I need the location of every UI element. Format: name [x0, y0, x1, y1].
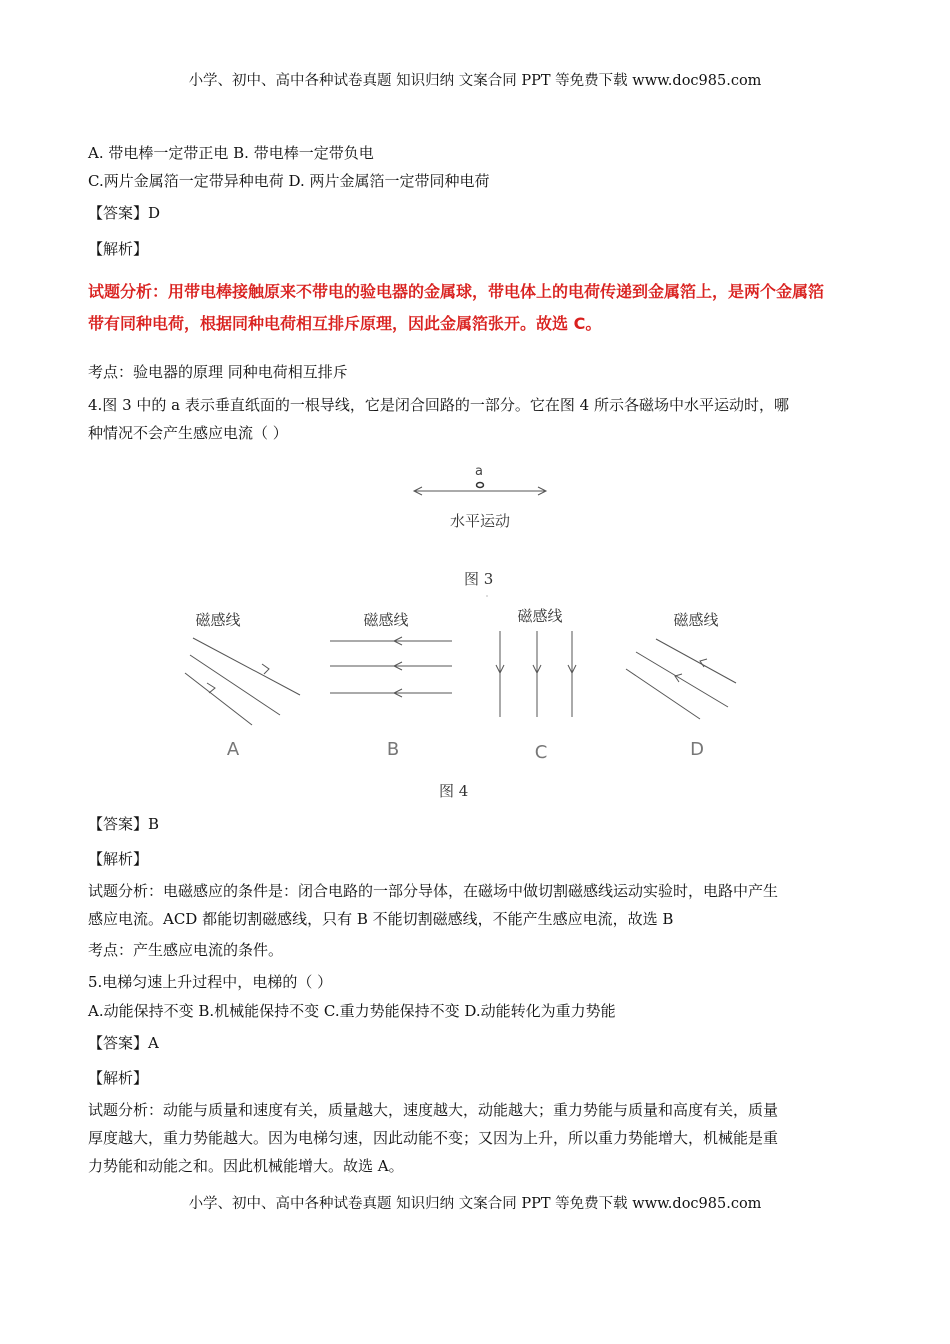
fig4-a-arrow — [262, 664, 269, 674]
q3-analysis-label: 【解析】 — [88, 240, 149, 258]
fig4-caption: 图 4 — [439, 782, 469, 800]
fig3-wire-label: a — [475, 464, 483, 479]
q4-analysis-label: 【解析】 — [88, 850, 149, 868]
q4-stem-line-1: 4.图 3 中的 a 表示垂直纸面的一根导线，它是闭合回路的一部分。它在图 4 所示各磁场中水平运动时，哪 — [88, 396, 789, 414]
fig3-caption: 图 3 — [464, 570, 494, 588]
fig4-panel-b-label: B — [386, 739, 400, 760]
fig4-panel-d-label: D — [690, 739, 704, 760]
q3-answer: 【答案】D — [88, 204, 161, 222]
page-header: 小学、初中、高中各种试卷真题 知识归纳 文案合同 PPT 等免费下载 www.doc985.com — [188, 73, 762, 89]
fig4-d-field-line — [626, 669, 700, 719]
fig4-panel-a-label: A — [226, 739, 240, 760]
q5-stem: 5.电梯匀速上升过程中，电梯的（ ） — [88, 973, 333, 991]
fig4-d-arrow — [700, 659, 707, 667]
fig4-panel-d — [626, 611, 736, 760]
q3-options-cd: C.两片金属箔一定带异种电荷 D. 两片金属箔一定带同种电荷 — [88, 172, 490, 190]
q5-analysis-line-3: 力势能和动能之和。因此机械能增大。故选 A。 — [88, 1157, 404, 1175]
q3-knowledge-point: 考点：验电器的原理 同种电荷相互排斥 — [88, 363, 348, 381]
fig4-a-field-line — [193, 638, 300, 695]
q5-answer: 【答案】A — [88, 1034, 159, 1052]
fig4-a-field-line — [190, 655, 280, 715]
q4-analysis-line-2: 感应电流。ACD 都能切割磁感线，只有 B 不能切割磁感线，不能产生感应电流，故选 B — [88, 910, 674, 928]
q5-analysis-line-2: 厚度越大，重力势能越大。因为电梯匀速，因此动能不变；又因为上升，所以重力势能增大，机械能是重 — [88, 1129, 779, 1147]
fig4-a-field-line — [185, 673, 252, 725]
q4-stem-line-2: 种情况不会产生感应电流（ ） — [88, 424, 288, 442]
q3-options-ab: A. 带电棒一定带正电 B. 带电棒一定带负电 — [88, 144, 374, 162]
fig4-panel-b — [330, 611, 452, 760]
q4-answer: 【答案】B — [88, 815, 160, 833]
q3-analysis-line-1: 试题分析：用带电棒接触原来不带电的验电器的金属球，带电体上的电荷传递到金属箔上，是两个金属箔 — [88, 282, 825, 301]
fig4-panel-c — [496, 607, 576, 763]
fig4-d-arrow — [675, 674, 682, 682]
fig4-panel-b-title: 磁感线 — [363, 611, 409, 629]
fig3-wire-dot — [477, 483, 484, 488]
q4-analysis-line-1: 试题分析：电磁感应的条件是：闭合电路的一部分导体，在磁场中做切割磁感线运动实验时，电路中产生 — [88, 882, 779, 900]
fig4-panel-c-title: 磁感线 — [517, 607, 563, 625]
fig4-panel-a-title: 磁感线 — [195, 611, 241, 629]
figure-4 — [170, 595, 750, 775]
q5-analysis-line-1: 试题分析：动能与质量和速度有关，质量越大，速度越大，动能越大；重力势能与质量和高度有关，质量 — [88, 1101, 779, 1119]
figure-3 — [400, 460, 560, 535]
fig3-motion-label: 水平运动 — [449, 512, 511, 530]
fig4-panel-a — [185, 611, 300, 760]
q5-options: A.动能保持不变 B.机械能保持不变 C.重力势能保持不变 D.动能转化为重力势能 — [88, 1002, 616, 1020]
q3-analysis-line-2: 带有同种电荷，根据同种电荷相互排斥原理，因此金属箔张开。故选 C。 — [88, 314, 602, 333]
q5-analysis-label: 【解析】 — [88, 1069, 149, 1087]
fig4-d-field-line — [656, 639, 736, 683]
fig4-panel-d-title: 磁感线 — [673, 611, 719, 629]
page-footer: 小学、初中、高中各种试卷真题 知识归纳 文案合同 PPT 等免费下载 www.doc985.com — [188, 1196, 762, 1212]
q4-knowledge-point: 考点：产生感应电流的条件。 — [88, 941, 284, 959]
fig4-panel-c-label: C — [534, 742, 548, 763]
fig4-d-field-line — [636, 652, 728, 707]
